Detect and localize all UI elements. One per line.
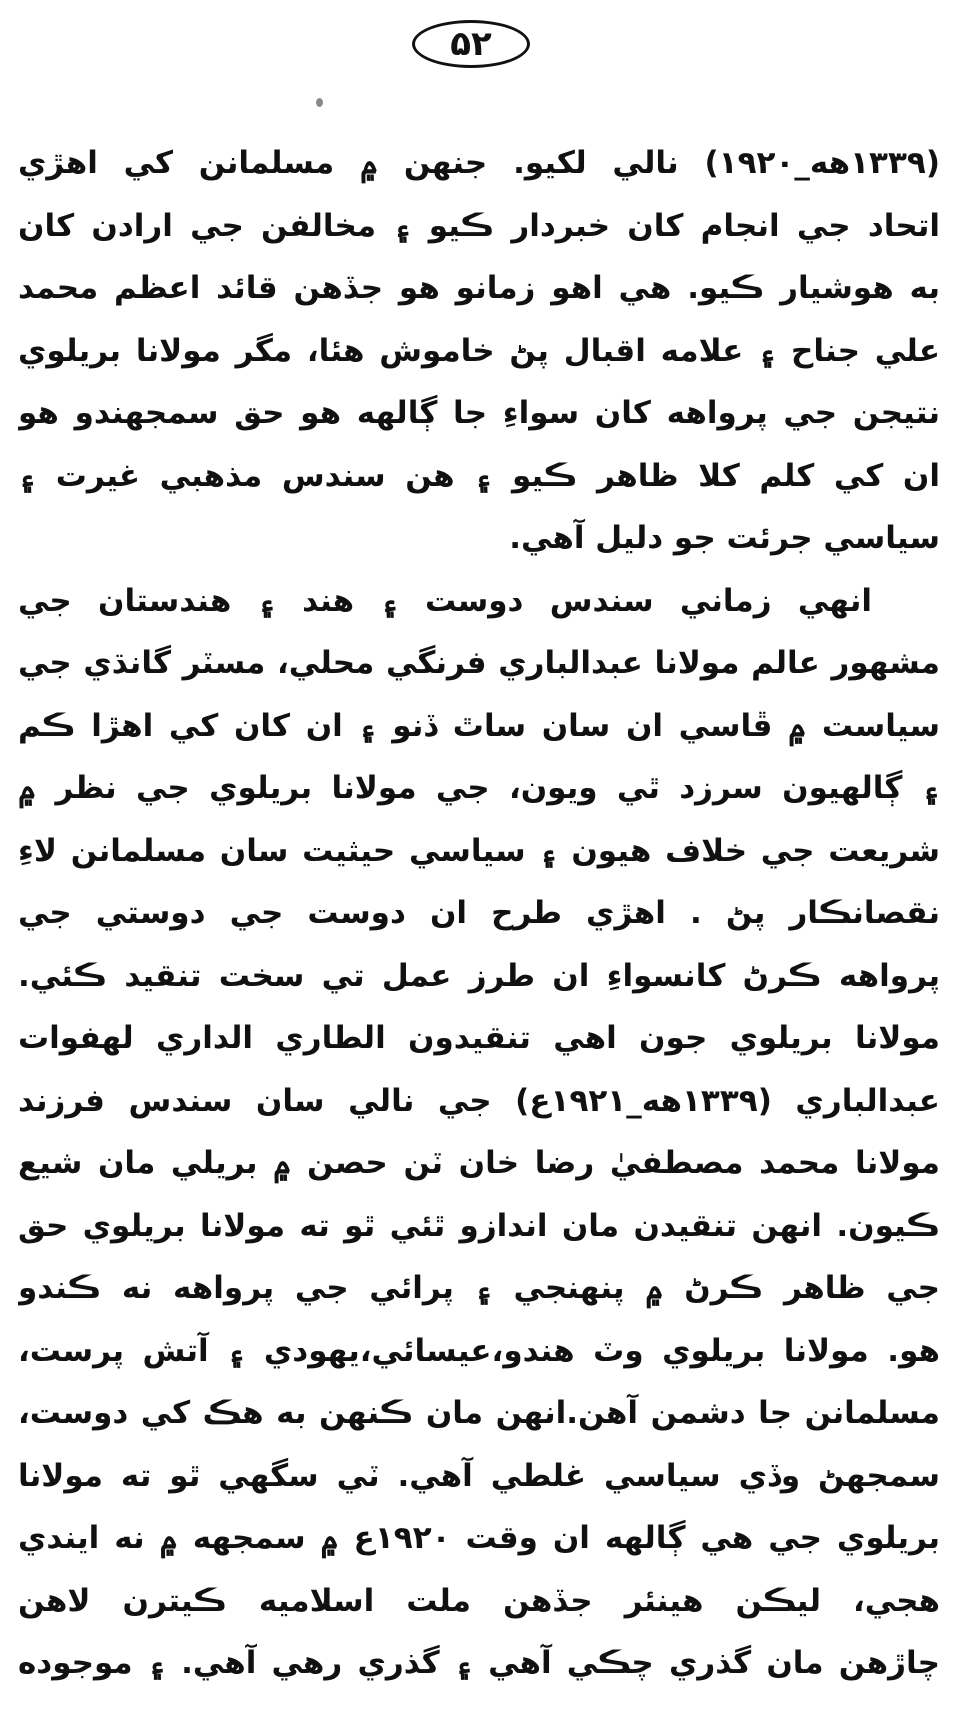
page-number-badge <box>412 20 530 68</box>
text-line: سياست ۾ ڦاسي ان سان ساٿ ڏنو ۽ ان کان کي اهڙا ڪم <box>18 707 940 744</box>
text-line: مولانا بريلوي جون اهي تنقيدون الطاري الداري لهفوات <box>18 1020 940 1056</box>
text-line: مولانا محمد مصطفيٰ رضا خان ٽن حصن ۾ بريلي مان شيع <box>18 1145 940 1181</box>
text-line: جي ظاهر ڪرڻ ۾ پنهنجي ۽ پرائي جي پرواهه نه ڪندو <box>18 1270 940 1306</box>
text-line: ان کي کلم کلا ظاهر ڪيو ۽ هن سندس مذهبي غيرت ۽ <box>18 457 940 494</box>
text-line: بريلوي جي هي ڳالهه ان وقت ۱۹۲۰ع ۾ سمجهه ۾ نه ايندي <box>18 1520 940 1556</box>
body-text <box>18 132 940 1695</box>
text-line: ۽ ڳالهيون سرزد ٿي ويون، جي مولانا بريلوي جي نظر ۾ <box>18 770 940 806</box>
text-line: مشهور عالم مولانا عبدالباري فرنگي محلي، مسٽر گانڌي جي <box>18 645 940 681</box>
text-line: اتحاد جي انجام کان خبردار ڪيو ۽ مخالفن جي ارادن کان <box>18 207 940 244</box>
print-speck <box>316 98 323 107</box>
text-line: به هوشيار ڪيو. هي اهو زمانو هو جڏهن قائد اعظم محمد <box>18 270 940 306</box>
page-number: ۵۲ <box>450 24 492 64</box>
text-line: شريعت جي خلاف هيون ۽ سياسي حيثيت سان مسلمانن لاءِ <box>18 832 940 869</box>
text-line: عبدالباري (۱۳۳۹هه_۱۹۲۱ع) جي نالي سان سندس فرزند <box>18 1082 940 1119</box>
text-line: سمجهڻ وڏي سياسي غلطي آهي. ٽي سگهي ٿو ته مولانا <box>18 1457 940 1494</box>
text-line: (۱۳۳۹هه_۱۹۲۰) نالي لکيو. جنهن ۾ مسلمانن کي اهڙي <box>18 145 940 181</box>
text-line: هو. مولانا بريلوي وٽ هندو،عيسائي،يهودي ۽ آتش پرست، <box>18 1332 940 1369</box>
text-line: نقصانڪار پڻ . اهڙي طرح ان دوست جي دوستي جي <box>18 895 940 931</box>
text-line: مسلمانن جا دشمن آهن.انهن مان ڪنهن به هڪ کي دوست، <box>18 1395 940 1431</box>
paragraph-start-line: انهي زماني سندس دوست ۽ هند ۽ هندستان جي <box>18 582 872 619</box>
text-line: هجي، ليڪن هينئر جڏهن ملت اسلاميه ڪيترن لاهن <box>18 1582 940 1619</box>
text-line: علي جناح ۽ علامه اقبال پڻ خاموش هئا، مگر مولانا بريلوي <box>18 332 940 369</box>
text-line: ڪيون. انهن تنقيدن مان اندازو ٿئي ٿو ته مولانا بريلوي حق <box>18 1207 940 1244</box>
text-line: چاڙهن مان گذري چڪي آهي ۽ گذري رهي آهي. ۽ موجوده <box>18 1645 940 1681</box>
paragraph-end-line: سياسي جرئت جو دليل آهي. <box>509 520 940 556</box>
text-line: نتيجن جي پرواهه کان سواءِ جا ڳالهه هو حق سمجهندو هو <box>18 395 940 431</box>
text-line: پرواهه ڪرڻ کانسواءِ ان طرز عمل تي سخت تنقيد ڪئي. <box>18 957 940 994</box>
